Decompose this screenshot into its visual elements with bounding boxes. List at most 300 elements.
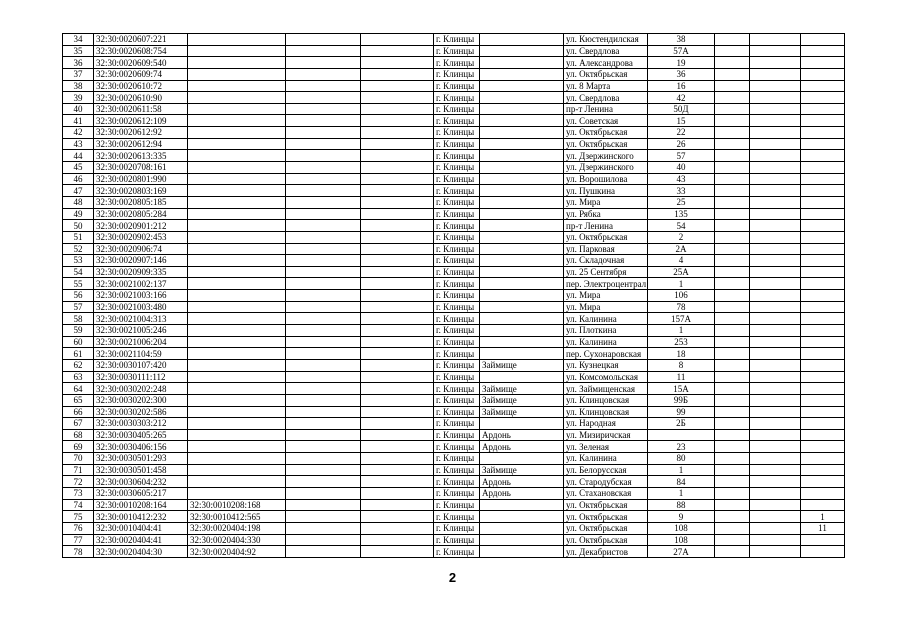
cell-house-number: 33 (648, 185, 715, 197)
cell-settlement (480, 45, 564, 57)
cell-blank-col-5 (361, 546, 434, 558)
cell-street: ул. Складочная (564, 255, 648, 267)
cell-row-number: 47 (63, 185, 94, 197)
cell-row-number: 49 (63, 208, 94, 220)
cell-settlement (480, 127, 564, 139)
cell-blank-col-11 (750, 546, 801, 558)
cell-linked-cadastral-number (188, 278, 286, 290)
cell-street: ул. Октябрьская (564, 68, 648, 80)
cell-cadastral-number: 32:30:0021003:166 (94, 290, 188, 302)
cell-row-number: 74 (63, 499, 94, 511)
cell-street: ул. Клинцовская (564, 406, 648, 418)
cell-blank-col-10 (715, 196, 750, 208)
cell-settlement (480, 80, 564, 92)
cell-street: ул. Советская (564, 115, 648, 127)
cell-city: г. Клинцы (434, 150, 480, 162)
cell-blank-col-4 (286, 138, 361, 150)
table-row (63, 92, 845, 104)
table-row (63, 68, 845, 80)
table-row (63, 429, 845, 441)
cell-blank-col-5 (361, 173, 434, 185)
cell-house-number: 26 (648, 138, 715, 150)
cell-house-number: 1 (648, 464, 715, 476)
cell-street: пр-т Ленина (564, 103, 648, 115)
cell-blank-col-11 (750, 138, 801, 150)
cell-row-number: 73 (63, 487, 94, 499)
cell-settlement (480, 231, 564, 243)
cell-row-number: 60 (63, 336, 94, 348)
cell-city: г. Клинцы (434, 45, 480, 57)
cell-blank-col-11 (750, 103, 801, 115)
table-row (63, 359, 845, 371)
cell-extra-count (801, 290, 845, 302)
cell-street: ул. Свердлова (564, 92, 648, 104)
cell-blank-col-11 (750, 127, 801, 139)
cell-cadastral-number: 32:30:0030604:232 (94, 476, 188, 488)
cell-house-number: 135 (648, 208, 715, 220)
cell-house-number: 18 (648, 348, 715, 360)
cell-blank-col-4 (286, 243, 361, 255)
cell-blank-col-4 (286, 418, 361, 430)
cell-linked-cadastral-number (188, 325, 286, 337)
cell-cadastral-number: 32:30:0020607:221 (94, 34, 188, 46)
cell-blank-col-10 (715, 487, 750, 499)
cell-blank-col-5 (361, 231, 434, 243)
cell-blank-col-4 (286, 394, 361, 406)
cell-blank-col-4 (286, 453, 361, 465)
table-row (63, 522, 845, 534)
cell-linked-cadastral-number (188, 45, 286, 57)
cell-street: ул. Мира (564, 196, 648, 208)
cell-row-number: 35 (63, 45, 94, 57)
table-row (63, 394, 845, 406)
cell-city: г. Клинцы (434, 371, 480, 383)
cell-cadastral-number: 32:30:0010208:164 (94, 499, 188, 511)
cell-blank-col-11 (750, 231, 801, 243)
cell-linked-cadastral-number (188, 464, 286, 476)
table-row (63, 255, 845, 267)
cell-house-number: 80 (648, 453, 715, 465)
cell-house-number: 25А (648, 266, 715, 278)
cell-blank-col-5 (361, 57, 434, 69)
cell-street: ул. Октябрьская (564, 138, 648, 150)
cell-extra-count (801, 45, 845, 57)
cell-blank-col-4 (286, 208, 361, 220)
cell-blank-col-5 (361, 220, 434, 232)
cell-cadastral-number: 32:30:0020610:90 (94, 92, 188, 104)
table-row (63, 371, 845, 383)
cell-cadastral-number: 32:30:0020612:109 (94, 115, 188, 127)
cell-blank-col-10 (715, 278, 750, 290)
cell-blank-col-10 (715, 231, 750, 243)
cell-blank-col-10 (715, 313, 750, 325)
cell-street: ул. Мира (564, 301, 648, 313)
cell-blank-col-10 (715, 534, 750, 546)
table-row (63, 383, 845, 395)
cell-blank-col-10 (715, 34, 750, 46)
cell-settlement (480, 208, 564, 220)
cell-settlement (480, 138, 564, 150)
cell-row-number: 48 (63, 196, 94, 208)
cell-house-number: 15А (648, 383, 715, 395)
cell-row-number: 42 (63, 127, 94, 139)
cell-cadastral-number: 32:30:0030501:458 (94, 464, 188, 476)
cell-row-number: 67 (63, 418, 94, 430)
cell-settlement (480, 92, 564, 104)
cell-extra-count (801, 441, 845, 453)
cell-settlement (480, 278, 564, 290)
cell-street: ул. Парковая (564, 243, 648, 255)
cell-blank-col-11 (750, 476, 801, 488)
cell-blank-col-11 (750, 383, 801, 395)
cell-row-number: 53 (63, 255, 94, 267)
cell-extra-count (801, 313, 845, 325)
cell-street: пр-т Ленина (564, 220, 648, 232)
cell-settlement (480, 34, 564, 46)
cell-blank-col-4 (286, 383, 361, 395)
cell-blank-col-4 (286, 80, 361, 92)
cell-cadastral-number: 32:30:0030202:248 (94, 383, 188, 395)
cell-extra-count (801, 103, 845, 115)
table-row (63, 80, 845, 92)
cell-street: ул. Октябрьская (564, 127, 648, 139)
cell-house-number: 1 (648, 325, 715, 337)
cell-row-number: 68 (63, 429, 94, 441)
table-row (63, 150, 845, 162)
cell-city: г. Клинцы (434, 348, 480, 360)
cell-blank-col-5 (361, 255, 434, 267)
cell-house-number: 99 (648, 406, 715, 418)
cell-extra-count (801, 371, 845, 383)
cell-linked-cadastral-number (188, 453, 286, 465)
cell-city: г. Клинцы (434, 173, 480, 185)
cell-street: ул. Комсомольская (564, 371, 648, 383)
cell-house-number: 78 (648, 301, 715, 313)
cell-blank-col-10 (715, 418, 750, 430)
table-row (63, 127, 845, 139)
cell-settlement: Ардонь (480, 429, 564, 441)
cell-extra-count (801, 127, 845, 139)
cell-city: г. Клинцы (434, 499, 480, 511)
cell-cadastral-number: 32:30:0020906:74 (94, 243, 188, 255)
cell-blank-col-11 (750, 418, 801, 430)
cell-row-number: 34 (63, 34, 94, 46)
cell-settlement (480, 255, 564, 267)
cell-extra-count (801, 185, 845, 197)
cell-row-number: 64 (63, 383, 94, 395)
table-row (63, 325, 845, 337)
cell-blank-col-11 (750, 336, 801, 348)
cell-city: г. Клинцы (434, 546, 480, 558)
cell-linked-cadastral-number (188, 138, 286, 150)
cell-blank-col-10 (715, 243, 750, 255)
cell-settlement: Займище (480, 359, 564, 371)
cell-house-number: 2 (648, 231, 715, 243)
cell-linked-cadastral-number: 32:30:0020404:198 (188, 522, 286, 534)
cell-settlement (480, 103, 564, 115)
cell-cadastral-number: 32:30:0020907:146 (94, 255, 188, 267)
cell-extra-count (801, 150, 845, 162)
cell-settlement (480, 418, 564, 430)
cell-house-number: 57А (648, 45, 715, 57)
cell-blank-col-11 (750, 453, 801, 465)
cell-settlement (480, 162, 564, 174)
cell-cadastral-number: 32:30:0020613:335 (94, 150, 188, 162)
cell-house-number: 157А (648, 313, 715, 325)
cell-blank-col-10 (715, 441, 750, 453)
cell-blank-col-5 (361, 92, 434, 104)
cell-blank-col-5 (361, 127, 434, 139)
cell-street: ул. Ворошилова (564, 173, 648, 185)
cell-row-number: 46 (63, 173, 94, 185)
cell-settlement (480, 534, 564, 546)
cell-row-number: 36 (63, 57, 94, 69)
cell-blank-col-11 (750, 371, 801, 383)
cell-extra-count (801, 359, 845, 371)
cell-cadastral-number: 32:30:0020902:453 (94, 231, 188, 243)
table-row (63, 336, 845, 348)
cell-linked-cadastral-number (188, 115, 286, 127)
cell-row-number: 72 (63, 476, 94, 488)
cell-blank-col-4 (286, 220, 361, 232)
cell-extra-count (801, 546, 845, 558)
cell-settlement (480, 196, 564, 208)
cell-house-number: 38 (648, 34, 715, 46)
cell-extra-count (801, 138, 845, 150)
cell-row-number: 57 (63, 301, 94, 313)
cell-extra-count (801, 208, 845, 220)
cell-blank-col-11 (750, 68, 801, 80)
cell-house-number: 40 (648, 162, 715, 174)
cell-blank-col-5 (361, 162, 434, 174)
cell-city: г. Клинцы (434, 57, 480, 69)
cell-linked-cadastral-number (188, 313, 286, 325)
cell-linked-cadastral-number: 32:30:0010208:168 (188, 499, 286, 511)
cell-cadastral-number: 32:30:0020801:990 (94, 173, 188, 185)
cell-cadastral-number: 32:30:0020805:284 (94, 208, 188, 220)
cell-blank-col-10 (715, 266, 750, 278)
cell-blank-col-10 (715, 383, 750, 395)
cell-street: ул. Белорусская (564, 464, 648, 476)
cell-extra-count (801, 115, 845, 127)
cell-house-number: 42 (648, 92, 715, 104)
cell-house-number: 36 (648, 68, 715, 80)
cell-row-number: 58 (63, 313, 94, 325)
cell-house-number: 27А (648, 546, 715, 558)
cell-settlement (480, 173, 564, 185)
cell-street: ул. Займищенская (564, 383, 648, 395)
cell-linked-cadastral-number (188, 173, 286, 185)
cell-settlement (480, 511, 564, 523)
cell-blank-col-5 (361, 266, 434, 278)
cell-cadastral-number: 32:30:0020708:161 (94, 162, 188, 174)
cell-cadastral-number: 32:30:0020909:335 (94, 266, 188, 278)
cell-blank-col-10 (715, 325, 750, 337)
cell-extra-count (801, 336, 845, 348)
cell-cadastral-number: 32:30:0020609:74 (94, 68, 188, 80)
cell-blank-col-10 (715, 429, 750, 441)
cell-city: г. Клинцы (434, 476, 480, 488)
table-row (63, 301, 845, 313)
cell-settlement: Ардонь (480, 476, 564, 488)
cell-blank-col-4 (286, 511, 361, 523)
cell-blank-col-10 (715, 336, 750, 348)
cell-settlement: Займище (480, 383, 564, 395)
cell-row-number: 78 (63, 546, 94, 558)
cell-row-number: 76 (63, 522, 94, 534)
cell-settlement (480, 313, 564, 325)
cell-street: пер. Электроцентрал (564, 278, 648, 290)
cell-extra-count (801, 301, 845, 313)
cell-extra-count (801, 325, 845, 337)
cell-blank-col-10 (715, 68, 750, 80)
cell-street: ул. Мира (564, 290, 648, 302)
cell-blank-col-10 (715, 57, 750, 69)
cell-settlement: Займище (480, 406, 564, 418)
cell-linked-cadastral-number (188, 441, 286, 453)
cell-city: г. Клинцы (434, 278, 480, 290)
cell-cadastral-number: 32:30:0021104:59 (94, 348, 188, 360)
cell-cadastral-number: 32:30:0020901:212 (94, 220, 188, 232)
cell-blank-col-4 (286, 359, 361, 371)
cell-blank-col-4 (286, 103, 361, 115)
cell-blank-col-5 (361, 68, 434, 80)
cell-house-number: 253 (648, 336, 715, 348)
cell-city: г. Клинцы (434, 301, 480, 313)
cell-settlement (480, 499, 564, 511)
registry-table (62, 33, 845, 558)
cell-blank-col-11 (750, 313, 801, 325)
cell-blank-col-5 (361, 138, 434, 150)
cell-blank-col-4 (286, 348, 361, 360)
cell-blank-col-4 (286, 301, 361, 313)
cell-blank-col-4 (286, 441, 361, 453)
cell-city: г. Клинцы (434, 336, 480, 348)
cell-blank-col-5 (361, 511, 434, 523)
cell-blank-col-11 (750, 243, 801, 255)
cell-city: г. Клинцы (434, 266, 480, 278)
cell-blank-col-4 (286, 487, 361, 499)
table-body (63, 34, 845, 558)
cell-blank-col-10 (715, 220, 750, 232)
cell-street: ул. Октябрьская (564, 231, 648, 243)
cell-blank-col-5 (361, 336, 434, 348)
cell-blank-col-11 (750, 196, 801, 208)
cell-city: г. Клинцы (434, 196, 480, 208)
cell-blank-col-11 (750, 92, 801, 104)
cell-row-number: 45 (63, 162, 94, 174)
cell-blank-col-11 (750, 301, 801, 313)
cell-linked-cadastral-number (188, 162, 286, 174)
cell-linked-cadastral-number (188, 68, 286, 80)
cell-blank-col-11 (750, 464, 801, 476)
cell-blank-col-5 (361, 243, 434, 255)
cell-blank-col-10 (715, 348, 750, 360)
cell-blank-col-4 (286, 255, 361, 267)
cell-street: пер. Сухонаровская (564, 348, 648, 360)
cell-blank-col-10 (715, 522, 750, 534)
cell-blank-col-4 (286, 173, 361, 185)
cell-extra-count (801, 255, 845, 267)
cell-blank-col-10 (715, 546, 750, 558)
cell-blank-col-5 (361, 208, 434, 220)
cell-extra-count (801, 534, 845, 546)
table-row (63, 208, 845, 220)
cell-blank-col-4 (286, 534, 361, 546)
cell-blank-col-11 (750, 429, 801, 441)
table-row (63, 313, 845, 325)
table-row (63, 220, 845, 232)
cell-blank-col-10 (715, 208, 750, 220)
cell-house-number: 88 (648, 499, 715, 511)
cell-blank-col-5 (361, 325, 434, 337)
cell-row-number: 54 (63, 266, 94, 278)
cell-city: г. Клинцы (434, 534, 480, 546)
cell-city: г. Клинцы (434, 115, 480, 127)
cell-blank-col-4 (286, 278, 361, 290)
cell-city: г. Клинцы (434, 162, 480, 174)
cell-cadastral-number: 32:30:0030111:112 (94, 371, 188, 383)
cell-blank-col-5 (361, 150, 434, 162)
cell-linked-cadastral-number (188, 429, 286, 441)
cell-blank-col-11 (750, 162, 801, 174)
cell-extra-count (801, 406, 845, 418)
cell-house-number: 2А (648, 243, 715, 255)
cell-row-number: 75 (63, 511, 94, 523)
cell-cadastral-number: 32:30:0020805:185 (94, 196, 188, 208)
cell-extra-count (801, 394, 845, 406)
cell-blank-col-11 (750, 511, 801, 523)
cell-blank-col-11 (750, 290, 801, 302)
cell-row-number: 50 (63, 220, 94, 232)
cell-linked-cadastral-number (188, 266, 286, 278)
cell-street: ул. Рябка (564, 208, 648, 220)
cell-blank-col-5 (361, 522, 434, 534)
cell-blank-col-4 (286, 476, 361, 488)
cell-blank-col-11 (750, 208, 801, 220)
cell-row-number: 63 (63, 371, 94, 383)
cell-blank-col-5 (361, 383, 434, 395)
cell-extra-count (801, 173, 845, 185)
cell-settlement: Займище (480, 464, 564, 476)
cell-street: ул. Клинцовская (564, 394, 648, 406)
cell-cadastral-number: 32:30:0030406:156 (94, 441, 188, 453)
cell-settlement (480, 348, 564, 360)
cell-blank-col-10 (715, 499, 750, 511)
cell-cadastral-number: 32:30:0020610:72 (94, 80, 188, 92)
cell-street: ул. Свердлова (564, 45, 648, 57)
cell-blank-col-5 (361, 371, 434, 383)
cell-blank-col-11 (750, 278, 801, 290)
cell-cadastral-number: 32:30:0021005:246 (94, 325, 188, 337)
cell-settlement (480, 115, 564, 127)
cell-blank-col-10 (715, 45, 750, 57)
cell-street: ул. Дзержинского (564, 150, 648, 162)
cell-cadastral-number: 32:30:0030202:300 (94, 394, 188, 406)
cell-city: г. Клинцы (434, 453, 480, 465)
cell-blank-col-4 (286, 546, 361, 558)
table-row (63, 534, 845, 546)
cell-extra-count (801, 243, 845, 255)
cell-blank-col-11 (750, 394, 801, 406)
cell-house-number: 1 (648, 487, 715, 499)
cell-city: г. Клинцы (434, 255, 480, 267)
cell-city: г. Клинцы (434, 441, 480, 453)
cell-blank-col-10 (715, 138, 750, 150)
cell-blank-col-11 (750, 266, 801, 278)
cell-blank-col-4 (286, 162, 361, 174)
cell-house-number: 1 (648, 278, 715, 290)
